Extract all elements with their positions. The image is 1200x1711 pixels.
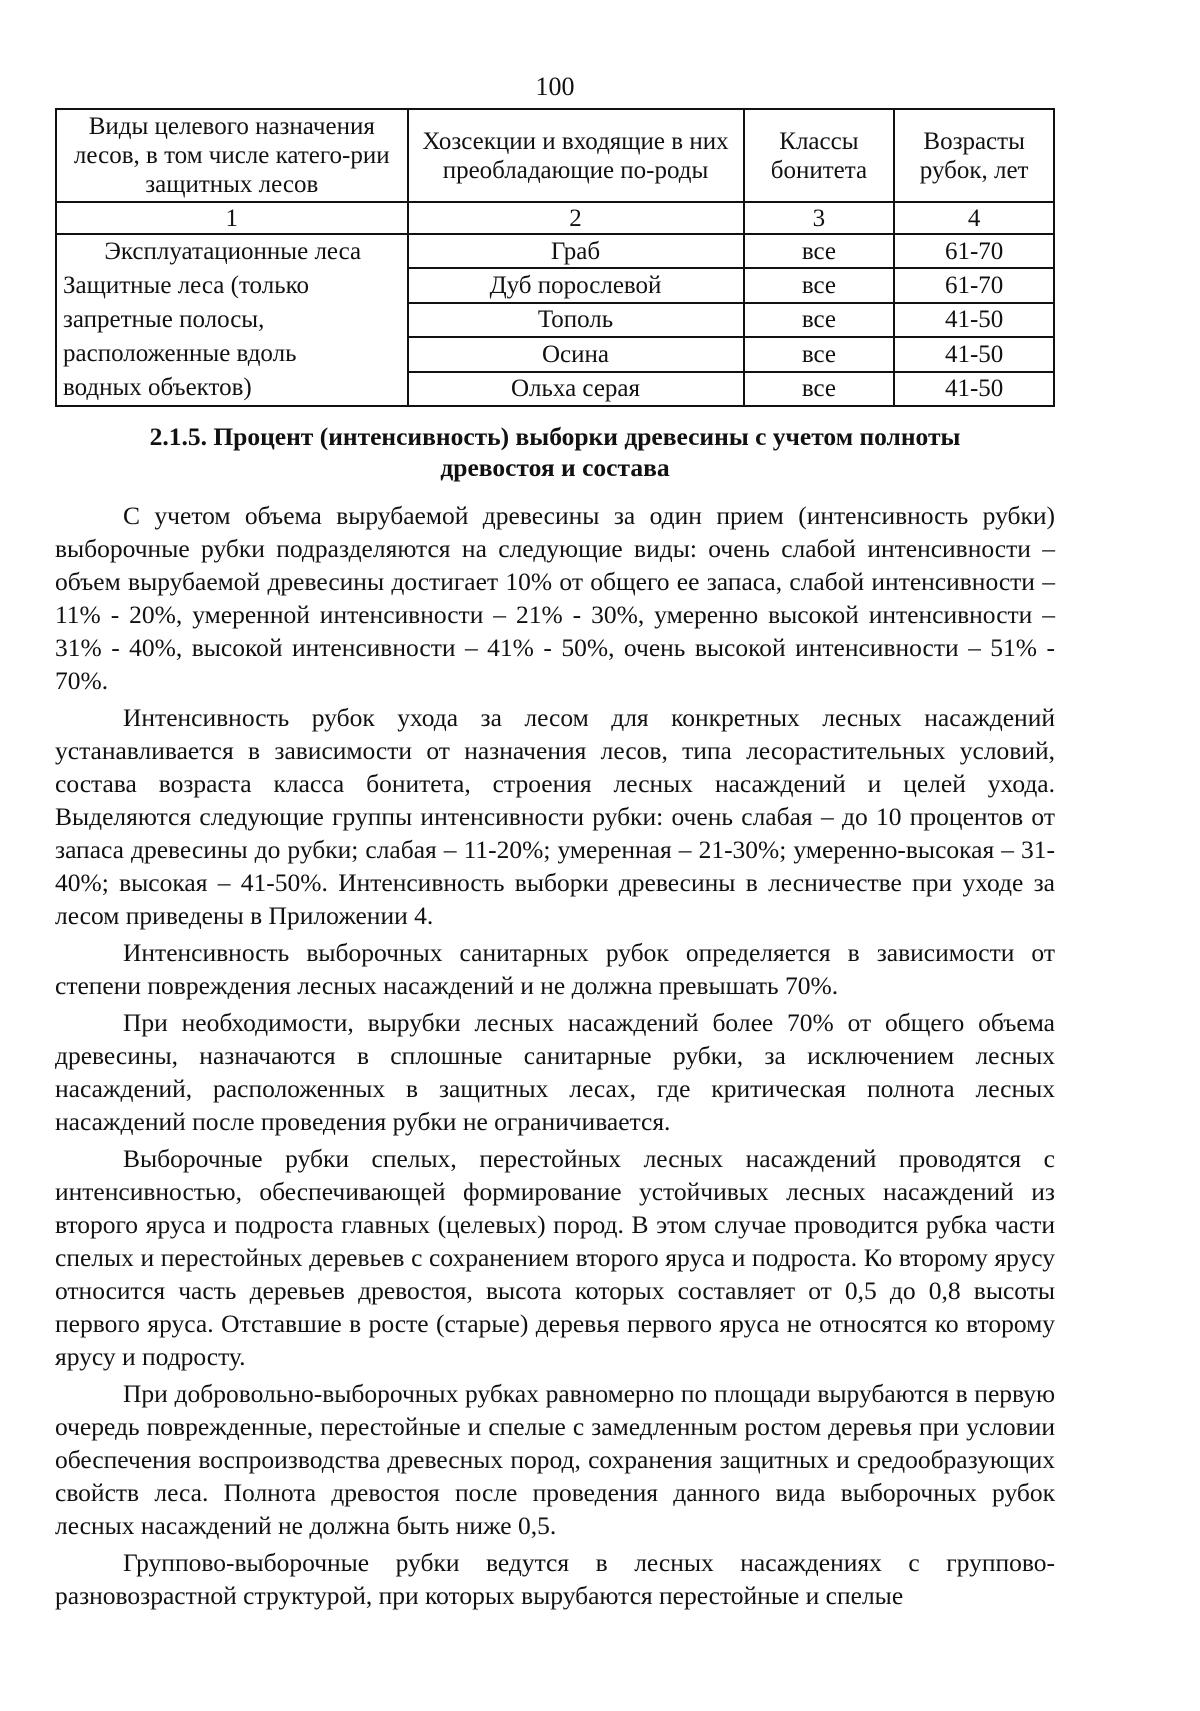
species-cell: Осина bbox=[408, 337, 744, 371]
page-number: 100 bbox=[535, 72, 575, 101]
body-paragraph: При необходимости, вырубки лесных насаждений более 70% от общего объема древесины, назначаются в сплошные санитарные рубки, за исключением лесных насаждений, расположенных в защитных лесах, где критическая полнота лесных насаждений после проведения рубки не ограничивается. bbox=[55, 1008, 1055, 1136]
header-cutting-age: Возрасты рубок, лет bbox=[894, 109, 1054, 202]
table-row bbox=[56, 234, 1054, 268]
section-heading bbox=[55, 421, 1055, 483]
species-cell: Тополь bbox=[408, 303, 744, 337]
purpose-line: запретные полосы, bbox=[63, 306, 265, 333]
cutting-age-cell: 41-50 bbox=[894, 372, 1054, 406]
purpose-line: Эксплуатационные леса bbox=[104, 238, 362, 265]
section-heading-line: 2.1.5. Процент (интенсивность) выборки древесины с учетом полноты bbox=[149, 422, 961, 451]
document-page bbox=[55, 70, 1055, 1616]
species-cell: Ольха серая bbox=[408, 372, 744, 406]
index-cell: 1 bbox=[56, 202, 408, 234]
site-class-cell: все bbox=[744, 372, 895, 406]
index-cell: 4 bbox=[894, 202, 1054, 234]
cutting-age-cell: 41-50 bbox=[894, 337, 1054, 371]
site-class-cell: все bbox=[744, 268, 895, 302]
cutting-age-cell: 41-50 bbox=[894, 303, 1054, 337]
body-paragraph: Интенсивность рубок ухода за лесом для конкретных лесных насаждений устанавливается в зависимости от назначения лесов, типа лесорастительных условий, состава возраста класса бонитета, строения лесных насаждений и целей ухода. Выделяются следующие группы интенсивности рубки: очень слабая – до 10 процентов от запаса древесины до рубки; слабая – 11-20%; умеренная – 21-30%; умеренно-высокая – 31-40%; высокая – 41-50%. Интенсивность выборки древесины в лесничестве при уходе за лесом приведены в Приложении 4. bbox=[55, 703, 1055, 930]
cutting-age-table bbox=[55, 108, 1055, 407]
purpose-line: расположенные вдоль bbox=[63, 340, 297, 367]
header-site-class: Классы бонитета bbox=[744, 109, 895, 202]
body-paragraph: При добровольно-выборочных рубках равномерно по площади вырубаются в первую очередь поврежденные, перестойные и спелые с замедленным ростом деревья при условии обеспечения воспроизводства древесных пород, сохранения защитных и средообразующих свойств леса. Полнота древостоя после проведения данного вида выборочных рубок лесных насаждений не должна быть ниже 0,5. bbox=[55, 1379, 1055, 1540]
purpose-line: водных объектов) bbox=[63, 374, 252, 401]
site-class-cell: все bbox=[744, 337, 895, 371]
table-header-row bbox=[56, 109, 1054, 202]
purpose-line: Защитные леса (только bbox=[63, 272, 309, 299]
body-paragraph: С учетом объема вырубаемой древесины за один прием (интенсивность рубки) выборочные рубки подразделяются на следующие виды: очень слабой интенсивности – объем вырубаемой древесины достигает 10% от общего ее запаса, слабой интенсивности – 11% - 20%, умеренной интенсивности – 21% - 30%, умеренно высокой интенсивности – 31% - 40%, высокой интенсивности – 41% - 50%, очень высокой интенсивности – 51% - 70%. bbox=[55, 501, 1055, 695]
cutting-age-cell: 61-70 bbox=[894, 268, 1054, 302]
index-cell: 2 bbox=[408, 202, 744, 234]
section-heading-line: древостоя и состава bbox=[440, 453, 670, 482]
index-cell: 3 bbox=[744, 202, 895, 234]
cutting-age-cell: 61-70 bbox=[894, 234, 1054, 268]
header-forest-purpose: Виды целевого назначения лесов, в том числе катего-рии защитных лесов bbox=[56, 109, 408, 202]
site-class-cell: все bbox=[744, 234, 895, 268]
body-paragraph: Выборочные рубки спелых, перестойных лесных насаждений проводятся с интенсивностью, обеспечивающей формирование устойчивых лесных насаждений из второго яруса и подроста главных (целевых) пород. В этом случае проводится рубка части спелых и перестойных деревьев с сохранением второго яруса и подроста. Ко второму ярусу относится часть деревьев древостоя, высота которых составляет от 0,5 до 0,8 высоты первого яруса. Отставшие в росте (старые) деревья первого яруса не относятся ко второму ярусу и подросту. bbox=[55, 1144, 1055, 1371]
table-index-row bbox=[56, 202, 1054, 234]
species-cell: Дуб порослевой bbox=[408, 268, 744, 302]
header-species: Хозсекции и входящие в них преобладающие по-роды bbox=[408, 109, 744, 202]
body-paragraph: Группово-выборочные рубки ведутся в лесных насаждениях с группово-разновозрастной структурой, при которых вырубаются перестойные и спелые bbox=[55, 1548, 1055, 1610]
forest-purpose-cell bbox=[56, 234, 408, 406]
body-paragraph: Интенсивность выборочных санитарных рубок определяется в зависимости от степени повреждения лесных насаждений и не должна превышать 70%. bbox=[55, 938, 1055, 1000]
site-class-cell: все bbox=[744, 303, 895, 337]
species-cell: Граб bbox=[408, 234, 744, 268]
